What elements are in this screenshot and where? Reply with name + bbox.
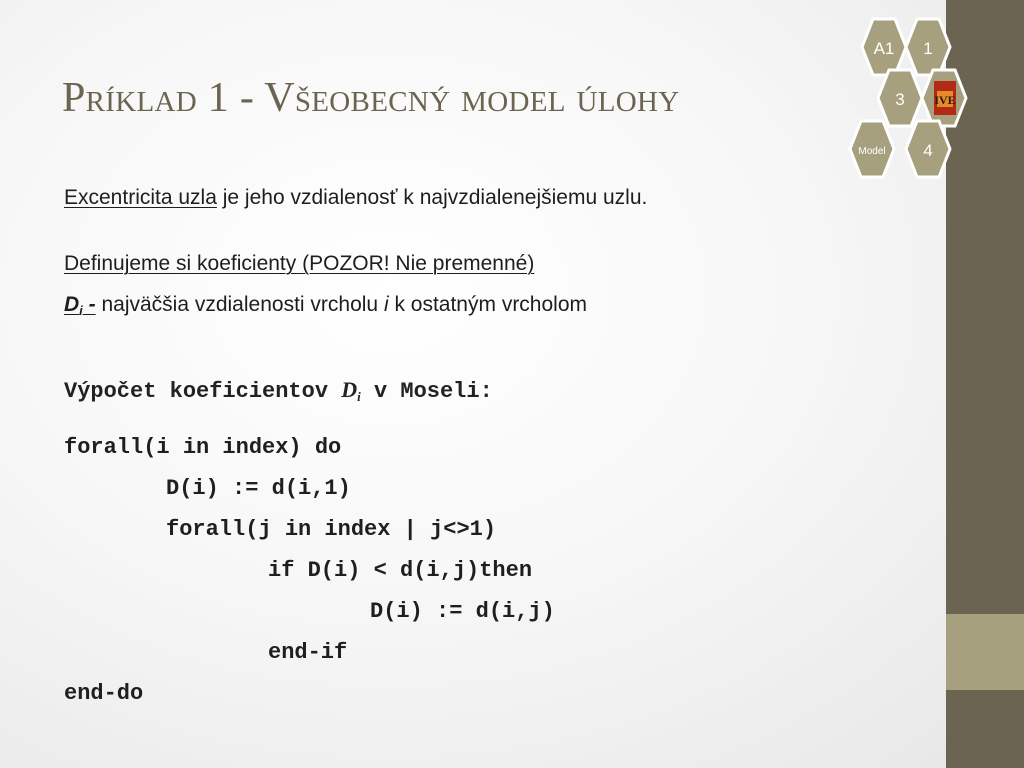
coefficients-line bbox=[64, 250, 534, 278]
code-line-5: D(i) := d(i,j) bbox=[370, 599, 555, 624]
ive-logo-text: IVE bbox=[934, 93, 956, 107]
hex-4-label: 4 bbox=[923, 141, 933, 160]
definition-rest: je jeho vzdialenosť k najvzdialenejšiemu uzlu. bbox=[216, 186, 648, 209]
di-definition-line bbox=[64, 291, 587, 319]
hex-model[interactable] bbox=[850, 121, 894, 177]
code-line-3: forall(j in index | j<>1) bbox=[166, 517, 497, 542]
hex-model-label: Model bbox=[858, 146, 886, 157]
section-nav-hexagons bbox=[840, 14, 990, 186]
term-excentricita: Excentricita uzla bbox=[64, 186, 217, 209]
code-heading: Výpočet koeficientov $D_i$ v Moseli: bbox=[64, 377, 493, 404]
hex-1-label: 1 bbox=[923, 39, 933, 58]
ive-logo[interactable] bbox=[922, 70, 966, 126]
di-description-2: k ostatným vrcholom bbox=[388, 293, 588, 316]
hex-a1-label: A1 bbox=[873, 39, 895, 58]
code-line-2: D(i) := d(i,1) bbox=[166, 476, 351, 501]
hex-1[interactable] bbox=[906, 19, 950, 75]
di-description-i: i bbox=[383, 293, 389, 316]
coefficients-note: Definujeme si koeficienty (POZOR! Nie premenné) bbox=[64, 252, 535, 275]
right-decor-accent bbox=[946, 614, 1024, 690]
di-description-1: najväčšia vzdialenosti vrcholu bbox=[95, 293, 384, 316]
code-line-6: end-if bbox=[268, 640, 348, 665]
hex-4[interactable] bbox=[906, 121, 950, 177]
hex-3-label: 3 bbox=[895, 90, 905, 109]
hex-a1[interactable] bbox=[862, 19, 906, 75]
hex-3[interactable] bbox=[878, 70, 922, 126]
slide-title: Príklad 1 - Všeobecný model úlohy bbox=[62, 75, 680, 121]
di-symbol: $D_i$ - bbox=[64, 293, 96, 318]
code-heading-di: $D_i$ bbox=[341, 377, 361, 404]
definition-line bbox=[64, 184, 647, 212]
code-line-4: if D(i) < d(i,j)then bbox=[268, 558, 533, 583]
code-line-7: end-do bbox=[64, 681, 144, 706]
code-line-1: forall(i in index) do bbox=[64, 435, 342, 460]
